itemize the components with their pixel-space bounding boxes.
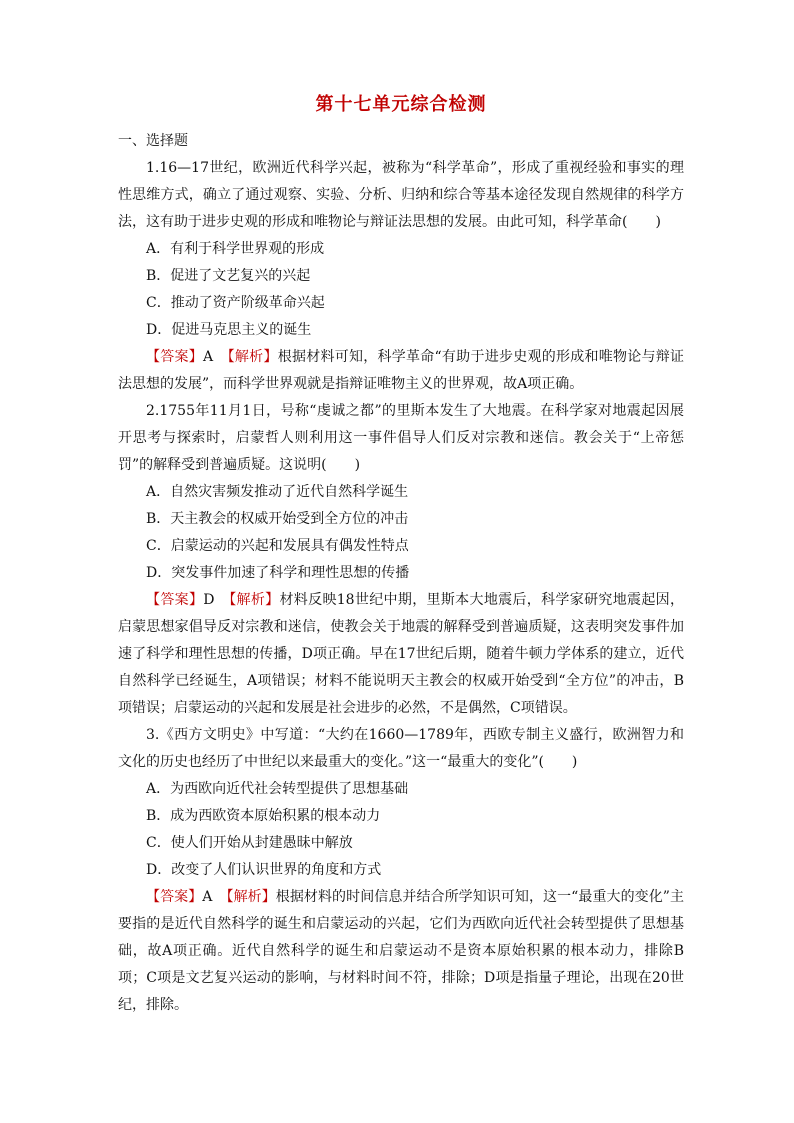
answer-label: 【答案】 (146, 889, 203, 905)
answer-letter: A (203, 349, 214, 365)
answer-block (118, 344, 684, 398)
option-b: B．促进了文艺复兴的兴起 (146, 268, 311, 284)
analysis-text: 根据材料可知，科学革命“有助于进步史观的形成和唯物论与辩证法思想的发展”，而科学世界观就是指辩证唯物主义的世界观，故A项正确。 (118, 349, 685, 392)
option-d: D．改变了人们认识世界的角度和方式 (146, 862, 382, 878)
option-b: B．天主教会的权威开始受到全方位的冲击 (146, 511, 409, 527)
answer-letter: A (202, 889, 213, 905)
answer-letter: D (203, 592, 215, 608)
page-title: 第十七单元综合检测 (315, 94, 487, 115)
option-d: D．突发事件加速了科学和理性思想的传播 (146, 565, 410, 581)
option-c: C．启蒙运动的兴起和发展具有偶发性特点 (146, 538, 409, 554)
analysis-label: 【解析】 (226, 889, 276, 905)
section-heading: 一、选择题 (118, 133, 188, 149)
analysis-label: 【解析】 (229, 592, 280, 608)
option-a: A．为西欧向近代社会转型提供了思想基础 (146, 781, 409, 797)
question-1 (118, 155, 684, 398)
option-d: D．促进马克思主义的诞生 (146, 322, 312, 338)
question-3 (118, 722, 684, 1019)
question-stem: 3.《西方文明史》中写道：“大约在1660—1789年，西欧专制主义盛行，欧洲智力和文化的历史也经历了中世纪以来最重大的变化。”这一“最重大的变化”( ) (118, 727, 684, 770)
question-stem: 2.1755年11月1日，号称“虔诚之都”的里斯本发生了大地震。在科学家对地震起因展开思考与探索时，启蒙哲人则利用这一事件倡导人们反对宗教和迷信。教会关于“上帝惩罚”的解释受到普遍质疑。这说明( ) (118, 403, 684, 473)
answer-block (118, 587, 684, 722)
option-a: A．自然灾害频发推动了近代自然科学诞生 (146, 484, 409, 500)
question-2 (118, 398, 684, 722)
analysis-text: 材料反映18世纪中期，里斯本大地震后，科学家研究地震起因，启蒙思想家倡导反对宗教和迷信，使教会关于地震的解释受到普遍质疑，这表明突发事件加速了科学和理性思想的传播，D项正确。早在17世纪后期，随着牛顿力学体系的建立，近代自然科学已经诞生，A项错误；材料不能说明天主教会的权威开始受到“全方位”的冲击，B项错误；启蒙运动的兴起和发展是社会进步的必然，不是偶然，C项错误。 (118, 592, 685, 716)
analysis-label: 【解析】 (227, 349, 278, 365)
analysis-text: 根据材料的时间信息并结合所学知识可知，这一“最重大的变化”主要指的是近代自然科学的诞生和启蒙运动的兴起，它们为西欧向近代社会转型提供了思想基础，故A项正确。近代自然科学的诞生和启蒙运动不是资本原始积累的根本动力，排除B项；C项是文艺复兴运动的影响，与材料时间不符，排除；D项是指量子理论，出现在20世纪，排除。 (118, 889, 685, 1013)
answer-label: 【答案】 (146, 349, 204, 365)
option-c: C．推动了资产阶级革命兴起 (146, 295, 325, 311)
answer-label: 【答案】 (146, 592, 204, 608)
option-c: C．使人们开始从封建愚昧中解放 (146, 835, 353, 851)
option-b: B．成为西欧资本原始积累的根本动力 (146, 808, 381, 824)
question-stem: 1.16—17世纪，欧洲近代科学兴起，被称为“科学革命”，形成了重视经验和事实的理性思维方式，确立了通过观察、实验、分析、归纳和综合等基本途径发现自然规律的科学方法，这有助于进步史观的形成和唯物论与辩证法思想的发展。由此可知，科学革命( ) (118, 160, 684, 230)
answer-block (118, 884, 684, 1019)
document-page (118, 92, 684, 1019)
option-a: A．有利于科学世界观的形成 (146, 241, 325, 257)
